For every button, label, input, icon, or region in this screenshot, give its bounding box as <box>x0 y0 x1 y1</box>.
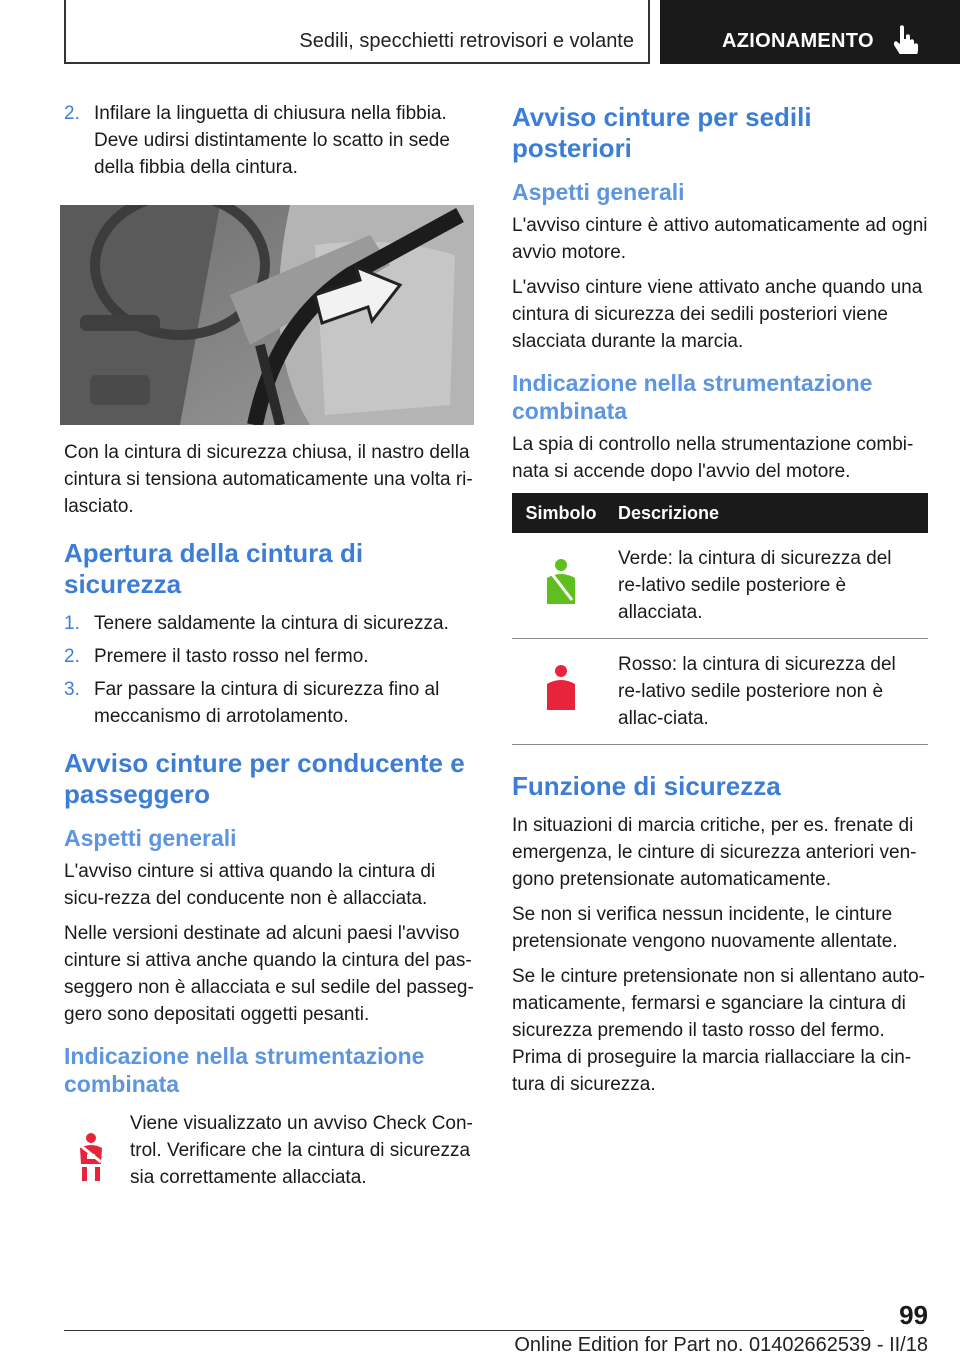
rear-paragraph-2: L'avviso cinture viene attivato anche quando una cintura di sicurezza dei sedili posteriori viene slacciata durante la marcia. <box>512 277 923 352</box>
section-title: Sedili, specchietti retrovisori e volante <box>299 30 634 52</box>
heading-safety-function: Funzione di sicurezza <box>512 771 781 801</box>
rear-belt-unfastened-icon <box>544 664 578 712</box>
table-row <box>512 533 928 639</box>
page-header <box>0 0 960 66</box>
hand-pointer-icon <box>894 24 920 54</box>
seat-belt-buckle-photo <box>60 205 474 425</box>
right-column <box>512 100 928 1106</box>
general-paragraph-2: Nelle versioni destinate ad alcuni paesi l'avviso cinture si attiva anche quando la cintura del pas-seggero non è allacciata e sul sedile del passeg-gero sono depositati oggetti pesanti. <box>64 923 474 1025</box>
heading-general-rear: Aspetti generali <box>512 179 685 205</box>
column-header-symbol: Simbolo <box>512 493 610 533</box>
description-cell: Rosso: la cintura di sicurezza del re-lativo sedile posteriore non è allac-ciata. <box>610 639 928 745</box>
list-item <box>64 643 476 670</box>
chapter-title: AZIONAMENTO <box>722 30 874 52</box>
heading-display-rear: Indicazione nella strumentazione combinata <box>512 370 873 424</box>
open-steps <box>64 610 476 730</box>
step-number: 3. <box>64 679 80 700</box>
section-header <box>64 0 650 64</box>
indicator-table <box>512 493 928 745</box>
column-header-description: Descrizione <box>610 493 928 533</box>
list-item <box>64 676 476 730</box>
check-control-warning <box>64 1110 476 1191</box>
table-header-row <box>512 493 928 533</box>
rear-paragraph-1: L'avviso cinture è attivo automaticamente ad ogni avvio motore. <box>512 215 928 263</box>
safety-paragraph-3: Se le cinture pretensionate non si allentano auto-maticamente, fermarsi e sganciare la cintura di sicurezza premendo il tasto rosso del fermo. Prima di proseguire la marcia riallacciare la cin-tura di sicurezza. <box>512 966 925 1095</box>
list-item <box>64 610 476 637</box>
symbol-cell <box>512 639 610 745</box>
safety-paragraph-2: Se non si verifica nessun incidente, le cinture pretensionate vengono nuovamente allentate. <box>512 904 898 952</box>
general-paragraph-1: L'avviso cinture si attiva quando la cintura di sicu-rezza del conducente non è allacciata. <box>64 861 436 909</box>
heading-front-warning: Avviso cinture per conducente e passeggero <box>64 748 465 809</box>
insert-steps <box>64 100 476 181</box>
list-item <box>64 100 476 181</box>
step-text: Premere il tasto rosso nel fermo. <box>94 646 369 667</box>
heading-display-front: Indicazione nella strumentazione combinata <box>64 1043 425 1097</box>
left-column <box>64 100 476 1199</box>
heading-general-front: Aspetti generali <box>64 825 237 851</box>
safety-paragraph-1: In situazioni di marcia critiche, per es. frenate di emergenza, le cinture di sicurezza anteriori ven-gono pretensionate automaticamente. <box>512 815 917 890</box>
step-number: 2. <box>64 646 80 667</box>
page-number: 99 <box>899 1300 928 1330</box>
seatbelt-warning-icon <box>76 1132 106 1182</box>
step-number: 1. <box>64 613 80 634</box>
warning-text: Viene visualizzato un avviso Check Con-trol. Verificare che la cintura di sicurezza sia correttamente allacciata. <box>130 1113 473 1188</box>
description-cell: Verde: la cintura di sicurezza del re-lativo sedile posteriore è allacciata. <box>610 533 928 639</box>
step-text: Infilare la linguetta di chiusura nella fibbia. Deve udirsi distintamente lo scatto in sede della fibbia della cintura. <box>94 103 450 178</box>
step-number: 2. <box>64 103 80 124</box>
footer-divider <box>64 1330 864 1331</box>
heading-open-belt: Apertura della cintura di sicurezza <box>64 538 364 599</box>
edition-text: Online Edition for Part no. 01402662539 - II/18 <box>514 1334 928 1356</box>
step-text: Far passare la cintura di sicurezza fino al meccanismo di arrotolamento. <box>94 679 440 727</box>
heading-rear-warning: Avviso cinture per sedili posteriori <box>512 102 812 163</box>
rear-belt-fastened-icon <box>544 558 578 606</box>
chapter-header <box>660 0 960 64</box>
tension-paragraph: Con la cintura di sicurezza chiusa, il nastro della cintura si tensiona automaticamente una volta ri-lasciato. <box>64 442 473 517</box>
symbol-cell <box>512 533 610 639</box>
table-row <box>512 639 928 745</box>
step-text: Tenere saldamente la cintura di sicurezza. <box>94 613 449 634</box>
display-paragraph: La spia di controllo nella strumentazione combi-nata si accende dopo l'avvio del motore. <box>512 434 914 482</box>
